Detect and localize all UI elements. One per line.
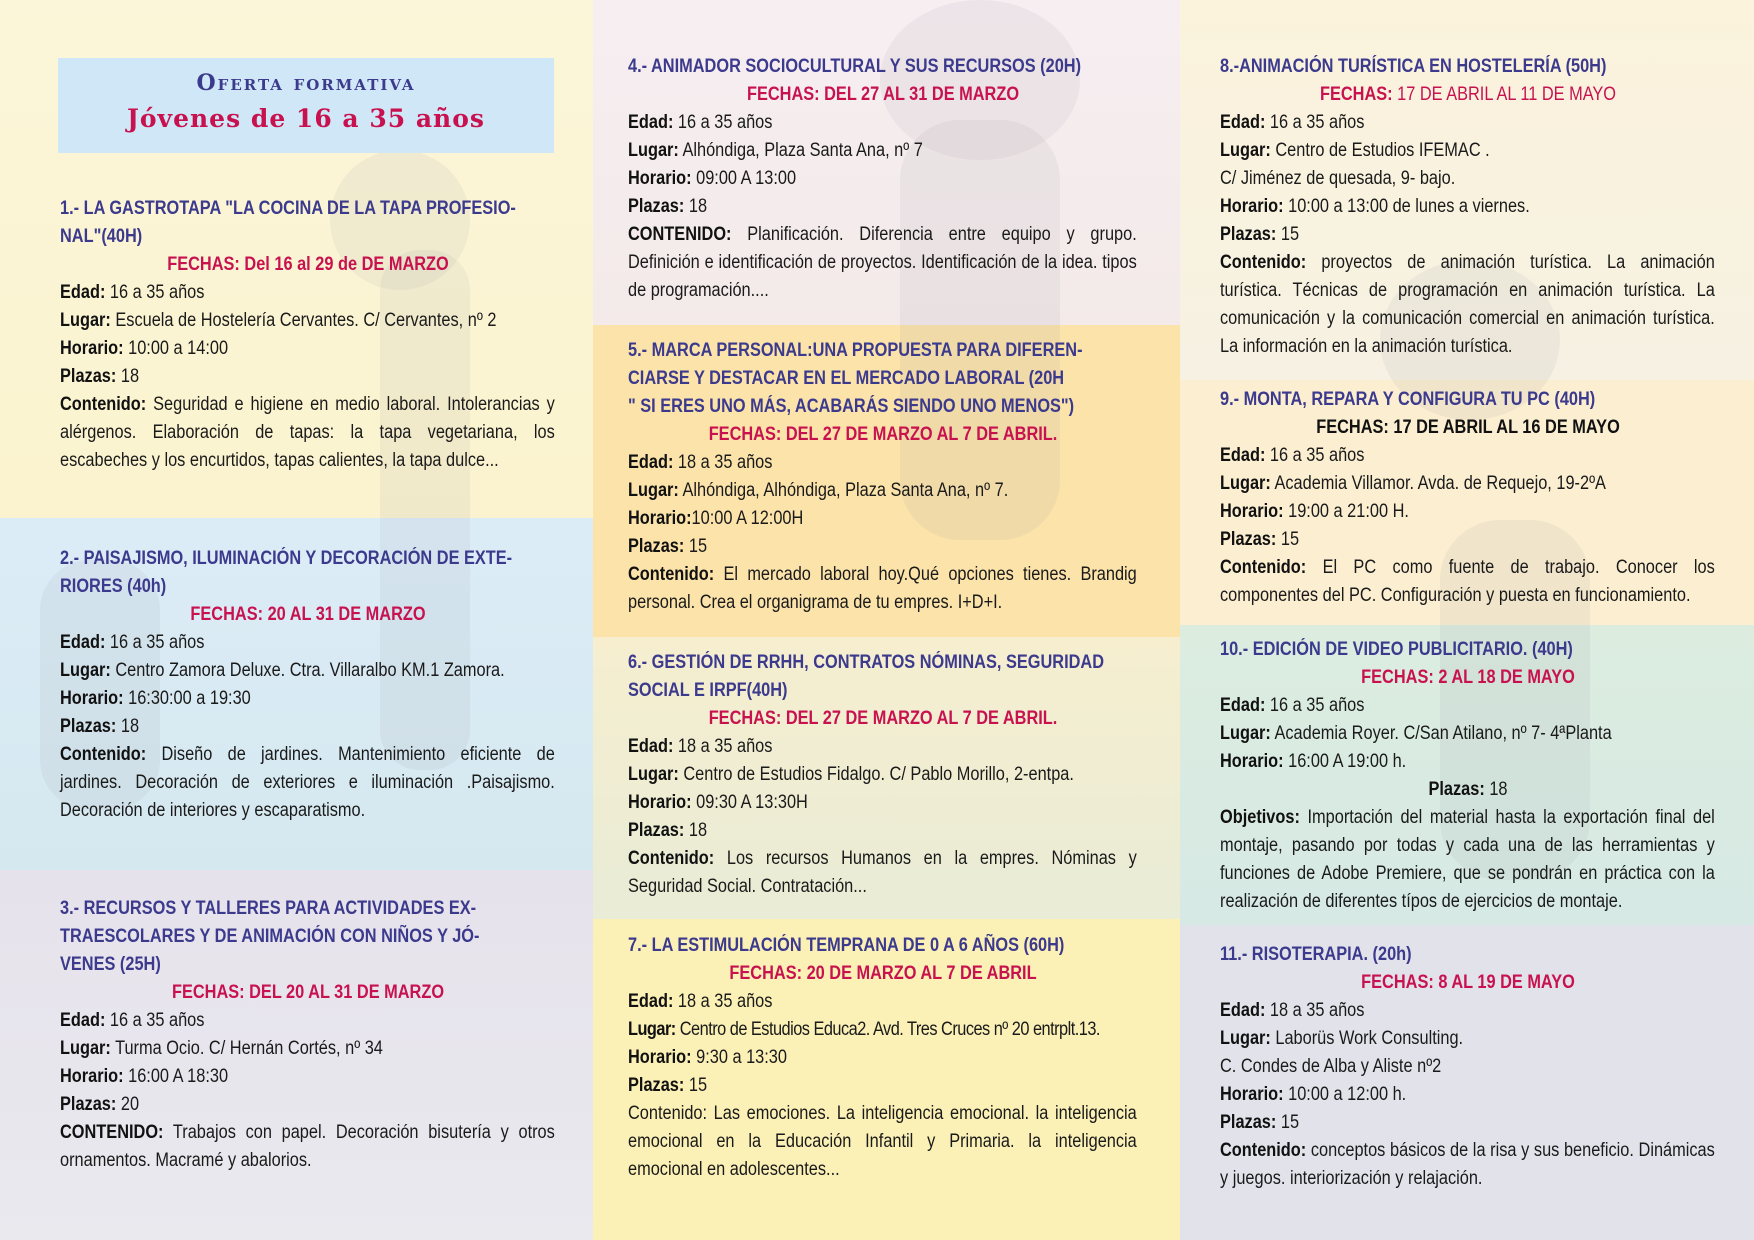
edad-value: 18 a 35 años [677, 991, 773, 1012]
horario-label: Horario: [1220, 751, 1284, 772]
course-horario [60, 335, 555, 363]
plazas-label: Plazas: [60, 716, 117, 737]
plazas-value: 15 [688, 536, 708, 557]
contenido-value: El PC como fuente de trabajo. Conocer los componentes del PC. Configuración y puesta en funcionamiento. [1220, 557, 1715, 606]
edad-value: 16 a 35 años [109, 1010, 205, 1031]
horario-label: Horario: [60, 1066, 124, 1087]
lugar-label: Lugar: [1220, 723, 1271, 744]
plazas-value: 18 [688, 820, 708, 841]
course-edad [1220, 692, 1715, 720]
lugar-value: Alhóndiga, Alhóndiga, Plaza Santa Ana, nº 7. [682, 480, 1009, 501]
course-title: 3.- RECURSOS Y TALLERES PARA ACTIVIDADES EX- [60, 898, 477, 919]
course-contenido [628, 561, 1137, 617]
course-7 [628, 932, 1138, 1184]
edad-label: Edad: [1220, 445, 1266, 466]
plazas-value: 20 [120, 1094, 140, 1115]
course-dates: FECHAS: 8 AL 19 DE MAYO [1361, 972, 1575, 993]
lugar-value: Centro de Estudios Educa2. Avd. Tres Cruces nº 20 entrplt.13. [679, 1019, 1100, 1040]
edad-value: 18 a 35 años [677, 452, 773, 473]
plazas-label: Plazas: [1220, 224, 1277, 245]
course-dates [1255, 81, 1682, 109]
course-title: 5.- MARCA PERSONAL:UNA PROPUESTA PARA DIFEREN- [628, 340, 1083, 361]
contenido-label: Contenido: [1220, 1140, 1307, 1161]
course-lugar [628, 137, 1137, 165]
header-title: Oferta formativa [196, 70, 416, 96]
course-edad [60, 279, 555, 307]
plazas-value: 18 [1489, 779, 1508, 800]
course-contenido [60, 1119, 555, 1175]
edad-value: 16 a 35 años [1269, 445, 1365, 466]
edad-label: Edad: [1220, 695, 1266, 716]
contenido-label: Contenido: [1220, 557, 1307, 578]
horario-label: Horario: [1220, 1084, 1284, 1105]
lugar-label: Lugar: [628, 480, 679, 501]
lugar-value: Centro de Estudios IFEMAC . [1275, 140, 1490, 161]
course-edad [628, 449, 1137, 477]
horario-label: Horario: [628, 1047, 692, 1068]
course-lugar [1220, 137, 1715, 165]
plazas-label: Plazas: [60, 366, 117, 387]
course-lugar [1220, 720, 1715, 748]
edad-label: Edad: [1220, 112, 1266, 133]
edad-label: Edad: [1220, 1000, 1266, 1021]
horario-value: 9:30 a 13:30 [696, 1047, 787, 1068]
course-lugar [1220, 470, 1715, 498]
course-edad [628, 733, 1137, 761]
contenido-label: CONTENIDO: [628, 224, 732, 245]
course-edad [1220, 997, 1715, 1025]
course-contenido [60, 391, 555, 475]
course-edad [1220, 109, 1715, 137]
lugar-label: Lugar: [1220, 1028, 1271, 1049]
course-contenido [628, 845, 1137, 901]
course-horario [628, 789, 1137, 817]
course-contenido [1220, 249, 1715, 361]
course-dates: FECHAS: 20 AL 31 DE MARZO [190, 604, 426, 625]
lugar-label: Lugar: [60, 660, 111, 681]
header-subtitle: Jóvenes de 16 a 35 años [127, 104, 485, 133]
course-title: SOCIAL E IRPF(40H) [628, 680, 788, 701]
course-dates: FECHAS: DEL 20 AL 31 DE MARZO [171, 982, 445, 1003]
plazas-value: 15 [1280, 1112, 1300, 1133]
horario-value: 10:00 a 12:00 h. [1288, 1084, 1407, 1105]
horario-value: 19:00 a 21:00 H. [1288, 501, 1409, 522]
plazas-value: 15 [688, 1075, 708, 1096]
course-plazas [1220, 1109, 1715, 1137]
course-title: 2.- PAISAJISMO, ILUMINACIÓN Y DECORACIÓN DE EXTE- [60, 548, 513, 569]
edad-value: 16 a 35 años [1269, 112, 1365, 133]
lugar-value: Academia Royer. C/San Atilano, nº 7- 4ªPlanta [1274, 723, 1612, 744]
course-dates: FECHAS: DEL 27 AL 31 DE MARZO [746, 84, 1020, 105]
course-edad [1220, 442, 1715, 470]
course-plazas [628, 817, 1137, 845]
course-horario [1220, 498, 1715, 526]
course-edad [60, 1007, 555, 1035]
course-plazas [60, 1091, 555, 1119]
contenido-value: Diseño de jardines. Mantenimiento eficiente de jardines. Decoración de exteriores e iluminación .Paisajismo. Decoración de interiores y escaparatismo. [60, 744, 555, 821]
course-horario [60, 1063, 555, 1091]
course-title: RIORES (40h) [60, 576, 167, 597]
plazas-label: Plazas: [1220, 529, 1277, 550]
edad-value: 16 a 35 años [677, 112, 773, 133]
lugar-value: Escuela de Hostelería Cervantes. C/ Cervantes, nº 2 [115, 310, 497, 331]
course-horario [60, 685, 555, 713]
contenido-label: Contenido: [60, 394, 147, 415]
plazas-label: Plazas: [1220, 1112, 1277, 1133]
course-1 [60, 195, 556, 475]
contenido-value: Planificación. Diferencia entre equipo y grupo. Definición e identificación de proyectos. Identificación de la idea. tipos de programación.... [628, 224, 1137, 301]
course-title: 9.- MONTA, REPARA Y CONFIGURA TU PC (40H) [1220, 389, 1596, 410]
contenido-value: proyectos de animación turística. La animación turística. Técnicas de programación en animación turística. La comunicación y la comunicación comercial en animación turística. La información en la animación turística. [1220, 252, 1715, 357]
course-contenido [1220, 554, 1715, 610]
horario-value: 16:00 A 19:00 h. [1288, 751, 1407, 772]
plazas-label: Plazas: [628, 196, 685, 217]
course-lugar [60, 1035, 555, 1063]
course-plazas [1220, 526, 1715, 554]
lugar-value: Centro Zamora Deluxe. Ctra. Villaralbo KM.1 Zamora. [115, 660, 505, 681]
lugar-value: Alhóndiga, Plaza Santa Ana, nº 7 [682, 140, 923, 161]
plazas-label: Plazas: [60, 1094, 117, 1115]
course-9 [1220, 386, 1716, 610]
course-8 [1220, 53, 1716, 361]
course-title: NAL"(40H) [60, 226, 143, 247]
lugar-label: Lugar: [628, 764, 679, 785]
course-edad [628, 109, 1137, 137]
edad-label: Edad: [628, 452, 674, 473]
course-dates: FECHAS: DEL 27 DE MARZO AL 7 DE ABRIL. [708, 708, 1058, 729]
course-plazas [1220, 221, 1715, 249]
header-box [58, 58, 554, 153]
horario-value: 09:00 A 13:00 [696, 168, 797, 189]
contenido-value: Trabajos con papel. Decoración bisutería y otros ornamentos. Macramé y abalorios. [60, 1122, 555, 1171]
edad-label: Edad: [628, 991, 674, 1012]
course-dates: FECHAS: 2 AL 18 DE MAYO [1361, 667, 1575, 688]
edad-label: Edad: [60, 1010, 106, 1031]
lugar-label: Lugar: [1220, 140, 1271, 161]
course-plazas [628, 1072, 1137, 1100]
course-4 [628, 53, 1138, 305]
contenido-label: CONTENIDO: [60, 1122, 164, 1143]
course-title: 8.-ANIMACIÓN TURÍSTICA EN HOSTELERÍA (50H) [1220, 56, 1607, 77]
horario-label: Horario: [1220, 501, 1284, 522]
course-plazas [60, 363, 555, 391]
course-title: 10.- EDICIÓN DE VIDEO PUBLICITARIO. (40H) [1220, 639, 1573, 660]
dates-value: 17 DE ABRIL AL 11 DE MAYO [1392, 84, 1617, 105]
edad-value: 18 a 35 años [1269, 1000, 1365, 1021]
course-dates: FECHAS: 20 DE MARZO AL 7 DE ABRIL [729, 963, 1037, 984]
course-title: 4.- ANIMADOR SOCIOCULTURAL Y SUS RECURSOS (20H) [628, 56, 1082, 77]
lugar-value: Turma Ocio. C/ Hernán Cortés, nº 34 [115, 1038, 383, 1059]
lugar-value: Centro de Estudios Fidalgo. C/ Pablo Morillo, 2-entpa. [683, 764, 1074, 785]
course-6 [628, 649, 1138, 901]
lugar-label: Lugar: [60, 1038, 111, 1059]
objetivos-value: Importación del material hasta la exportación final del montaje, pasando por todas y cada una de las herramientas y funciones de Adobe Premiere, que se pondrán en práctica con la realización de diferentes típos de ejercicios de montaje. [1220, 807, 1715, 912]
horario-value: 10:00 a 14:00 [128, 338, 229, 359]
horario-value: 10:00 a 13:00 de lunes a viernes. [1288, 196, 1530, 217]
course-edad [628, 988, 1137, 1016]
course-title: 7.- LA ESTIMULACIÓN TEMPRANA DE 0 A 6 AÑOS (60H) [628, 935, 1065, 956]
course-plazas [1255, 776, 1682, 804]
course-title: CIARSE Y DESTACAR EN EL MERCADO LABORAL (20H [628, 368, 1065, 389]
plazas-value: 15 [1280, 224, 1300, 245]
plazas-value: 15 [1280, 529, 1300, 550]
course-contenido [1220, 1137, 1715, 1193]
horario-label: Horario: [60, 338, 124, 359]
course-horario [628, 165, 1137, 193]
course-10 [1220, 636, 1716, 916]
plazas-value: 18 [688, 196, 708, 217]
course-plazas [628, 533, 1137, 561]
course-horario [628, 1044, 1137, 1072]
horario-label: Horario: [628, 792, 692, 813]
edad-value: 16 a 35 años [109, 282, 205, 303]
horario-value: 16:30:00 a 19:30 [128, 688, 251, 709]
course-dates: FECHAS: Del 16 al 29 de DE MARZO [167, 254, 449, 275]
course-plazas [60, 713, 555, 741]
edad-label: Edad: [60, 282, 106, 303]
contenido-value: El mercado laboral hoy.Qué opciones tienes. Brandig personal. Crea el organigrama de tu empres. I+D+I. [628, 564, 1137, 613]
plazas-label: Plazas: [628, 1075, 685, 1096]
edad-label: Edad: [60, 632, 106, 653]
course-title: TRAESCOLARES Y DE ANIMACIÓN CON NIÑOS Y JÓ- [60, 926, 480, 947]
course-dates: FECHAS: DEL 27 DE MARZO AL 7 DE ABRIL. [708, 424, 1058, 445]
objetivos-label: Objetivos: [1220, 807, 1300, 828]
edad-value: 16 a 35 años [109, 632, 205, 653]
course-title: 1.- LA GASTROTAPA "LA COCINA DE LA TAPA PROFESIO- [60, 198, 516, 219]
course-lugar [628, 761, 1137, 789]
lugar-label: Lugar: [628, 1019, 676, 1040]
contenido-value: Seguridad e higiene en medio laboral. Intolerancias y alérgenos. Elaboración de tapas: la tapa vegetariana, los escabeches y los encurtidos, tapas calientes, la tapa dulce... [60, 394, 555, 471]
edad-value: 18 a 35 años [677, 736, 773, 757]
course-plazas [628, 193, 1137, 221]
contenido-value: Los recursos Humanos en la empres. Nóminas y Seguridad Social. Contratación... [628, 848, 1137, 897]
contenido-label: Contenido: [628, 848, 715, 869]
edad-label: Edad: [628, 736, 674, 757]
plazas-label: Plazas: [628, 536, 685, 557]
course-dates: FECHAS: 17 DE ABRIL AL 16 DE MAYO [1316, 417, 1620, 438]
plazas-label: Plazas: [628, 820, 685, 841]
course-title: " SI ERES UNO MÁS, ACABARÁS SIENDO UNO MENOS") [628, 396, 1075, 417]
course-edad [60, 629, 555, 657]
horario-label: Horario: [628, 508, 692, 529]
course-3 [60, 895, 556, 1175]
contenido-label: Contenido: [60, 744, 147, 765]
horario-label: Horario: [1220, 196, 1284, 217]
course-objetivos [1220, 804, 1715, 916]
course-contenido: Contenido: Las emociones. La inteligencia emocional. la inteligencia emocional en la Educación Infantil y Primaria. la inteligencia emocional en adolescentes... [628, 1103, 1137, 1180]
contenido-value: conceptos básicos de la risa y sus beneficio. Dinámicas y juegos. interiorización y relajación. [1220, 1140, 1715, 1189]
horario-value: 16:00 A 18:30 [128, 1066, 229, 1087]
contenido-label: Contenido: [628, 564, 715, 585]
lugar-value: Laborüs Work Consulting. [1275, 1028, 1464, 1049]
horario-value: 10:00 A 12:00H [691, 508, 804, 529]
course-lugar [60, 307, 555, 335]
lugar-label: Lugar: [1220, 473, 1271, 494]
course-horario [1220, 748, 1715, 776]
course-lugar [628, 477, 1137, 505]
plazas-value: 18 [120, 716, 140, 737]
course-contenido [628, 221, 1137, 305]
course-2 [60, 545, 556, 825]
course-horario [628, 505, 1137, 533]
course-horario [1220, 1081, 1715, 1109]
course-lugar [628, 1016, 1137, 1044]
course-lugar [60, 657, 555, 685]
course-lugar-2: C. Condes de Alba y Aliste nº2 [1220, 1056, 1442, 1077]
horario-value: 09:30 A 13:30H [696, 792, 808, 813]
plazas-label: Plazas: [1428, 779, 1485, 800]
course-title: 11.- RISOTERAPIA. (20h) [1220, 944, 1412, 965]
course-title: 6.- GESTIÓN DE RRHH, CONTRATOS NÓMINAS, SEGURIDAD [628, 652, 1105, 673]
horario-label: Horario: [60, 688, 124, 709]
course-5 [628, 337, 1138, 617]
edad-label: Edad: [628, 112, 674, 133]
course-lugar [1220, 1025, 1715, 1053]
course-contenido [60, 741, 555, 825]
horario-label: Horario: [628, 168, 692, 189]
lugar-label: Lugar: [60, 310, 111, 331]
course-11 [1220, 941, 1716, 1193]
edad-value: 16 a 35 años [1269, 695, 1365, 716]
course-title: VENES (25H) [60, 954, 161, 975]
course-horario [1220, 193, 1715, 221]
contenido-label: Contenido: [1220, 252, 1307, 273]
plazas-value: 18 [120, 366, 140, 387]
course-lugar-2: C/ Jiménez de quesada, 9- bajo. [1220, 168, 1456, 189]
lugar-label: Lugar: [628, 140, 679, 161]
lugar-value: Academia Villamor. Avda. de Requejo, 19-2ºA [1274, 473, 1606, 494]
dates-label: FECHAS: [1319, 84, 1393, 105]
